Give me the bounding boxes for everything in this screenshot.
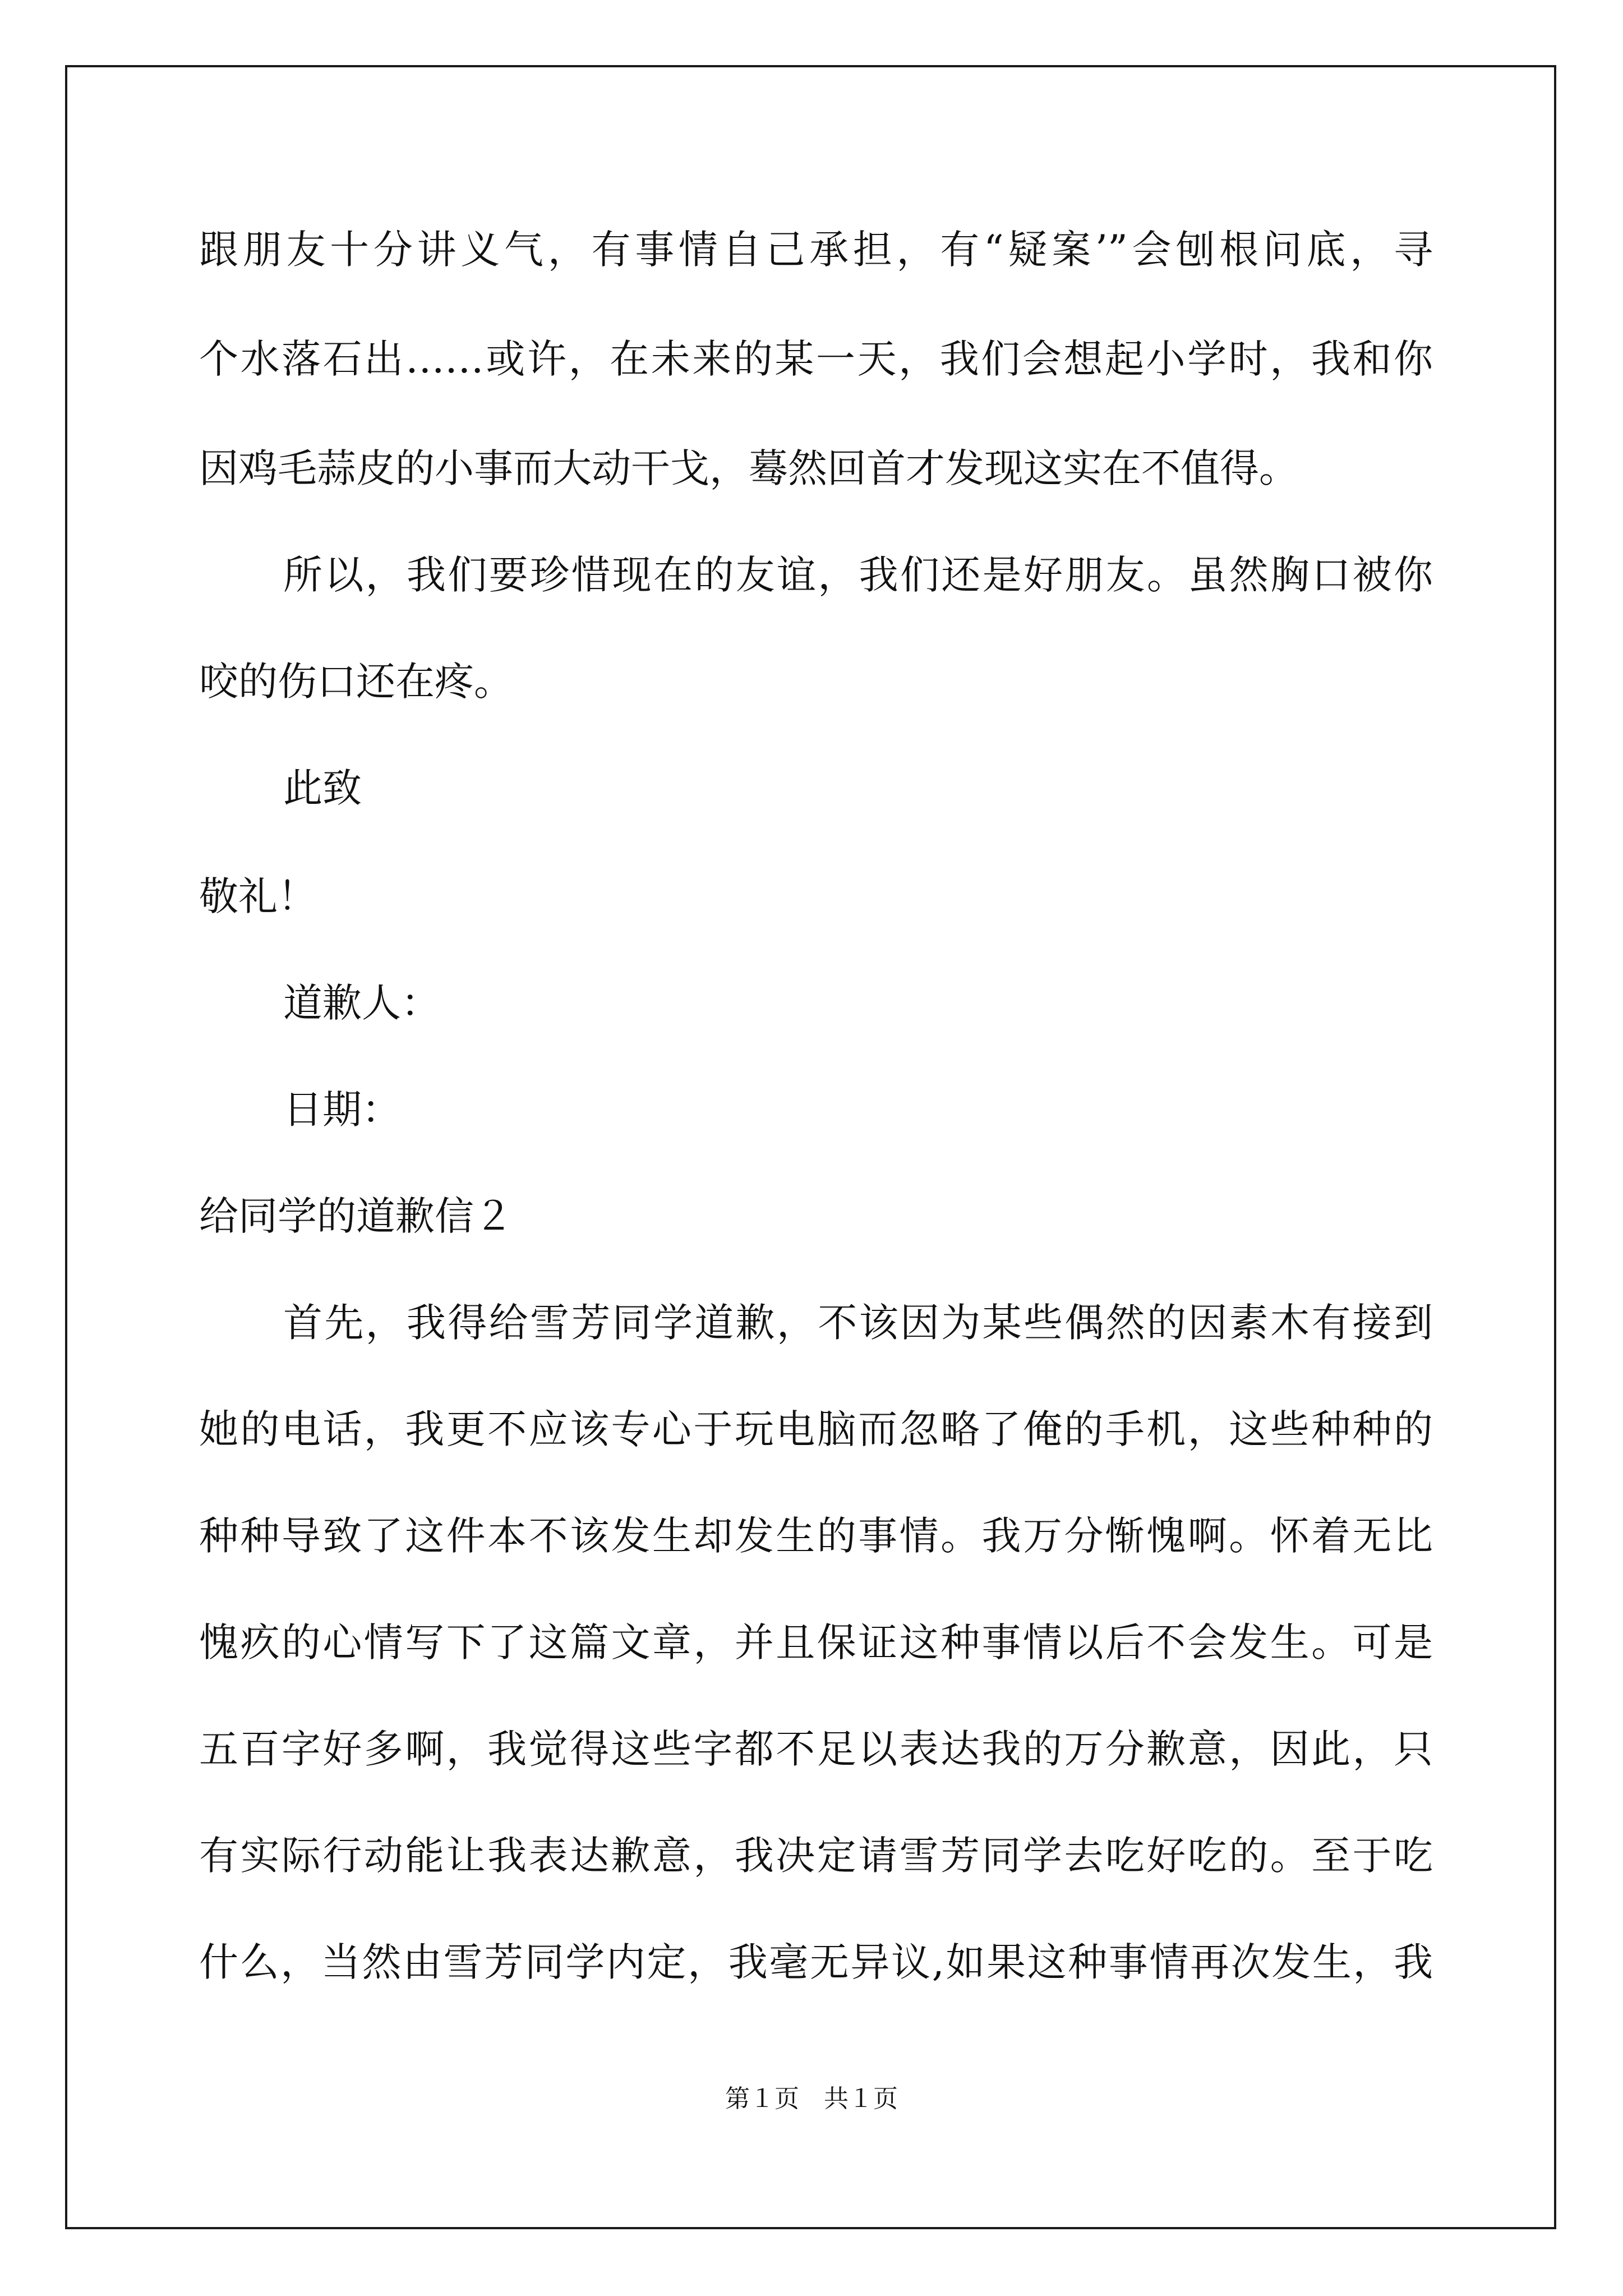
text-line: 愧疚的心情写下了这篇文章，并且保证这种事情以后不会发生。可是 xyxy=(199,1619,1433,1665)
signature-label: 道歉人： xyxy=(283,980,440,1026)
text-line: 所以，我们要珍惜现在的友谊，我们还是好朋友。虽然胸口被你 xyxy=(283,552,1433,598)
section-title: 给同学的道歉信２ xyxy=(199,1193,513,1239)
text-line: 个水落石出……或许，在未来的某一天，我们会想起小学时，我和你 xyxy=(199,336,1433,382)
date-label: 日期： xyxy=(283,1087,401,1133)
text-line: 跟朋友十分讲义气，有事情自己承担，有“疑案’”会刨根问底，寻 xyxy=(199,227,1433,273)
text-line: 首先，我得给雪芳同学道歉，不该因为某些偶然的因素木有接到 xyxy=(283,1300,1433,1346)
salutation-line: 此致 xyxy=(283,765,362,811)
text-line: 有实际行动能让我表达歉意，我决定请雪芳同学去吃好吃的。至于吃 xyxy=(199,1833,1433,1879)
text-line: 因鸡毛蒜皮的小事而大动干戈，蓦然回首才发现这实在不值得。 xyxy=(199,445,1298,491)
page-footer: 第１页 共１页 xyxy=(725,2085,898,2113)
text-line: 五百字好多啊，我觉得这些字都不足以表达我的万分歉意，因此，只 xyxy=(199,1726,1433,1772)
text-line: 她的电话，我更不应该专心于玩电脑而忽略了俺的手机，这些种种的 xyxy=(199,1406,1433,1452)
text-line: 咬的伤口还在疼。 xyxy=(199,659,513,705)
text-line: 种种导致了这件本不该发生却发生的事情。我万分惭愧啊。怀着无比 xyxy=(199,1513,1433,1559)
text-line: 什么，当然由雪芳同学内定，我毫无异议,如果这种事情再次发生，我 xyxy=(199,1939,1433,1985)
salutation-line: 敬礼！ xyxy=(199,873,317,919)
page-border xyxy=(65,65,1556,2229)
